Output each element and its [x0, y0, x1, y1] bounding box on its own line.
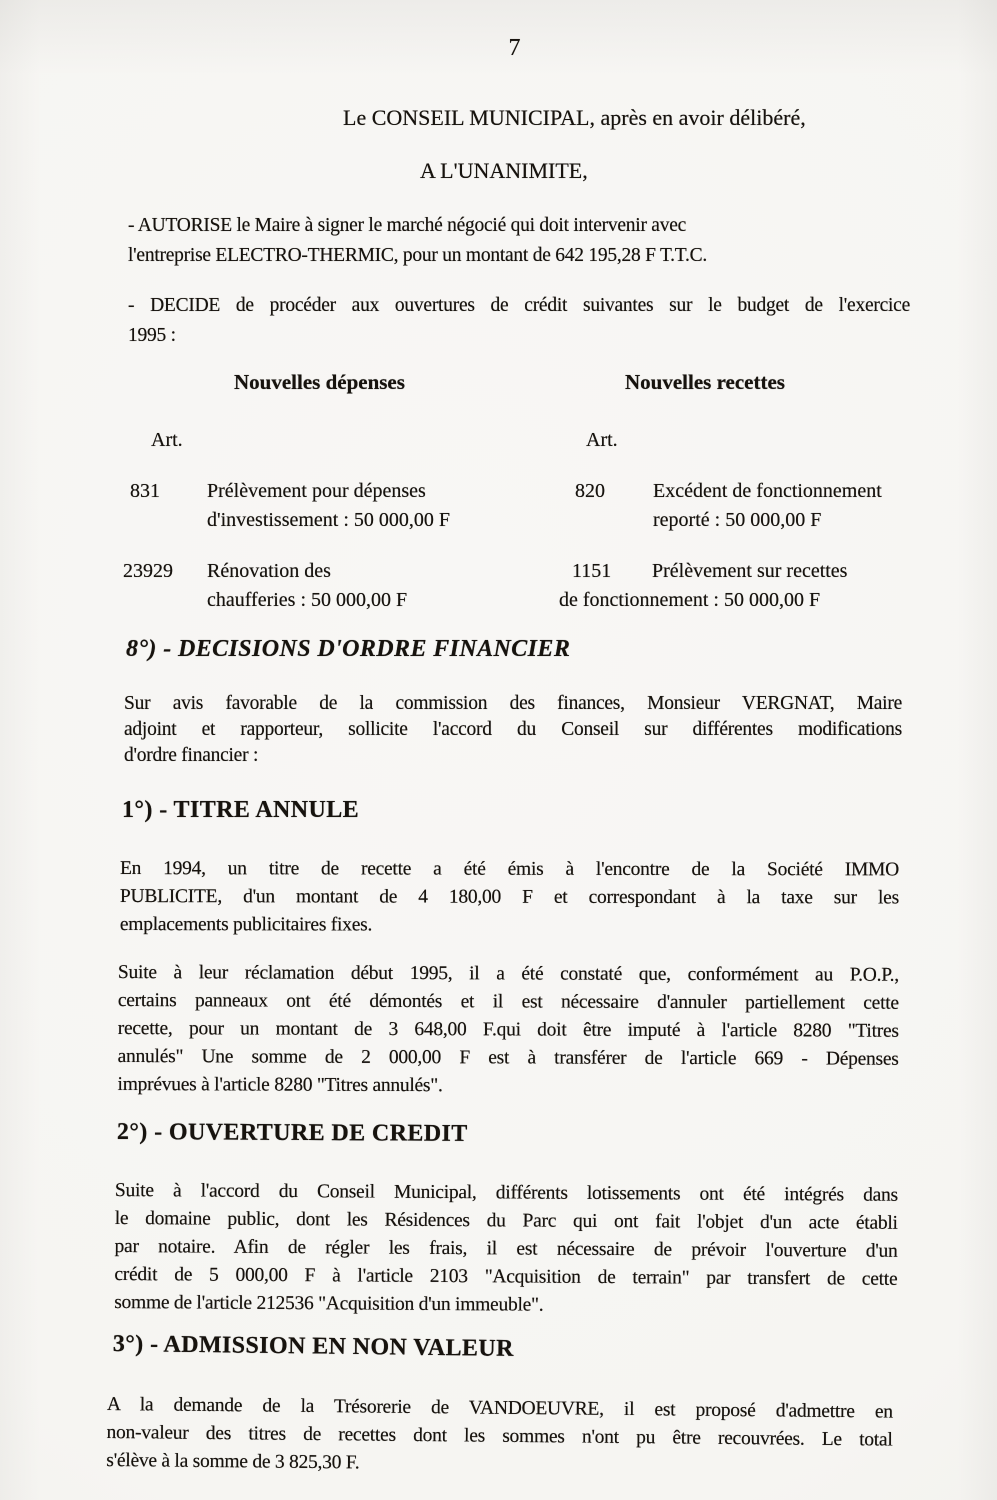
text-line: A la demande de la Trésorerie de VANDOEUVRE, il est proposé d'admettre en: [106, 1393, 893, 1423]
text-line: emplacements publicitaires fixes.: [119, 913, 373, 936]
text-line: 1995 :: [128, 325, 176, 346]
art-label-expenses: Art.: [151, 429, 183, 451]
subsection-heading-3: 3°) - ADMISSION EN NON VALEUR: [112, 1331, 515, 1362]
expenses-column-header: Nouvelles dépenses: [234, 370, 405, 394]
text-line: PUBLICITE, d'un montant de 4 180,00 F et correspondant à la taxe sur les: [119, 885, 899, 909]
text-line: chaufferies : 50 000,00 F: [207, 589, 408, 611]
text-line: En 1994, un titre de recette a été émis à l'encontre de la Société IMMO: [119, 858, 899, 881]
text-line: - DECIDE de procéder aux ouvertures de crédit suivantes sur le budget de l'exercice: [128, 295, 910, 316]
titre-annule-paragraph-2: [118, 959, 899, 1102]
subsection-heading-1: 1°) - TITRE ANNULE: [122, 797, 360, 823]
titre-annule-paragraph-1: [120, 855, 899, 940]
table-row-description: [653, 477, 963, 535]
table-row-article-number: 820: [575, 480, 605, 502]
deliberation-line: Le CONSEIL MUNICIPAL, après en avoir délibéré,: [343, 105, 806, 130]
text-line: Rénovation des: [207, 560, 331, 582]
text-line: non-valeur des titres de recettes dont les sommes n'ont pu être recouvrées. Le total: [106, 1421, 893, 1451]
page-number: 7: [508, 35, 521, 61]
ouverture-credit-paragraph: [114, 1177, 898, 1322]
admission-non-valeur-paragraph: [106, 1391, 893, 1483]
subsection-heading-2: 2°) - OUVERTURE DE CREDIT: [116, 1119, 468, 1147]
decide-paragraph: [128, 291, 910, 351]
text-line: reporté : 50 000,00 F: [653, 509, 822, 531]
text-line: d'ordre financier :: [124, 745, 259, 766]
table-row-article-number: 831: [130, 480, 160, 502]
text-line: adjoint et rapporteur, sollicite l'accord du Conseil sur différentes modifications: [124, 719, 902, 740]
authorize-paragraph: [128, 211, 888, 271]
text-line: par notaire. Afin de régler les frais, il est nécessaire de prévoir l'ouverture d'un: [114, 1235, 898, 1262]
unanimity-line: A L'UNANIMITE,: [420, 158, 588, 183]
table-row-description: [207, 557, 517, 615]
text-line: crédit de 5 000,00 F à l'article 2103 "Acquisition de terrain" par transfert de cette: [114, 1263, 898, 1290]
text-line: Sur avis favorable de la commission des finances, Monsieur VERGNAT, Maire: [124, 693, 902, 714]
text-line: de fonctionnement : 50 000,00 F: [559, 589, 821, 611]
receipts-column-header: Nouvelles recettes: [625, 370, 785, 394]
text-line: le domaine public, dont les Résidences du Parc qui ont fait l'objet d'un acte établi: [114, 1207, 898, 1234]
text-line: somme de l'article 212536 "Acquisition d'un immeuble".: [114, 1291, 544, 1316]
text-line: Suite à leur réclamation début 1995, il a été constaté que, conformément au P.O.P.,: [117, 962, 899, 986]
text-line: annulés" Une somme de 2 000,00 F est à transférer de l'article 669 - Dépenses: [117, 1045, 899, 1070]
text-line: d'investissement : 50 000,00 F: [207, 509, 451, 531]
text-line: Suite à l'accord du Conseil Municipal, différents lotissements ont été intégrés dans: [114, 1180, 898, 1206]
finance-intro-paragraph: [124, 691, 902, 769]
text-line: - AUTORISE le Maire à signer le marché négocié qui doit intervenir avec: [128, 215, 687, 236]
text-line: s'élève à la somme de 3 825,30 F.: [106, 1449, 360, 1474]
table-row-description: [207, 477, 517, 535]
text-line: recette, pour un montant de 3 648,00 F.qui doit être imputé à l'article 8280 "Titres: [117, 1017, 899, 1042]
section-heading-finance: 8°) - DECISIONS D'ORDRE FINANCIER: [126, 636, 571, 662]
table-row-article-number: 1151: [572, 560, 612, 582]
text-line: certains panneaux ont été démontés et il est nécessaire d'annuler partiellement cette: [117, 989, 899, 1014]
text-line: Prélèvement pour dépenses: [207, 480, 426, 502]
text-line: imprévues à l'article 8280 "Titres annulés".: [117, 1073, 443, 1097]
text-line: Excédent de fonctionnement: [653, 480, 882, 502]
text-line: Prélèvement sur recettes: [652, 560, 848, 582]
art-label-receipts: Art.: [586, 429, 618, 451]
table-row-article-number: 23929: [123, 560, 173, 582]
text-line: l'entreprise ELECTRO-THERMIC, pour un montant de 642 195,28 F T.T.C.: [128, 245, 708, 266]
